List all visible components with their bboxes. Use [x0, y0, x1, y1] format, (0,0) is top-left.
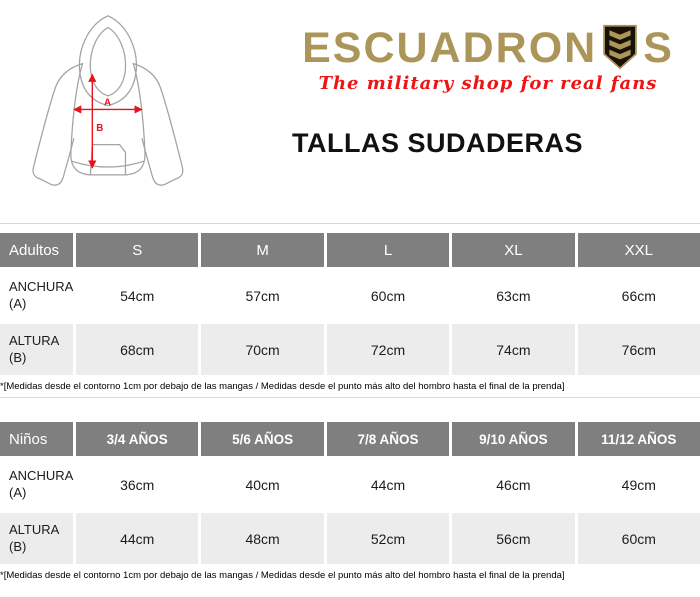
- table-cell: 72cm: [327, 324, 449, 375]
- table-cell: 40cm: [201, 458, 323, 511]
- brand-name-right: S: [643, 23, 674, 72]
- table-cell: 63cm: [452, 269, 574, 322]
- width-label-a: A: [104, 97, 112, 109]
- row-label-sub: (B): [9, 538, 27, 554]
- adults-row-label-altura: [0, 324, 73, 375]
- table-cell: 60cm: [578, 513, 700, 564]
- row-label-text: ALTURA: [9, 332, 60, 348]
- adults-col-header-m: M: [201, 233, 323, 267]
- table-cell: 76cm: [578, 324, 700, 375]
- table-cell: 52cm: [327, 513, 449, 564]
- row-label-sub: (A): [9, 295, 27, 311]
- row-label-text: ANCHURA: [9, 278, 74, 294]
- header: [0, 0, 700, 223]
- kids-col-header-11-12: 11/12 AÑOS: [578, 422, 700, 456]
- kids-measurement-footnote: *[Medidas desde el contorno 1cm por debajo de las mangas / Medidas desde el punto más alto del hombro hasta el final de la prenda]: [0, 570, 565, 581]
- height-label-b: B: [96, 122, 104, 134]
- rank-badge-icon: [602, 24, 638, 70]
- table-cell: 49cm: [578, 458, 700, 511]
- table-cell: 46cm: [452, 458, 574, 511]
- table-cell: 44cm: [76, 513, 198, 564]
- kids-row-label-anchura: [0, 458, 73, 511]
- kids-corner-header: Niños: [0, 422, 73, 456]
- brand-tagline: The military shop for real fans: [318, 73, 658, 94]
- adults-col-header-xl: XL: [452, 233, 574, 267]
- brand-name-left: ESCUADRON: [302, 23, 598, 72]
- table-cell: 60cm: [327, 269, 449, 322]
- kids-size-section: [0, 397, 700, 585]
- table-cell: 56cm: [452, 513, 574, 564]
- kids-col-header-7-8: 7/8 AÑOS: [327, 422, 449, 456]
- adults-size-section: [0, 223, 700, 396]
- page-title: TALLAS SUDADERAS: [292, 128, 583, 158]
- adults-measurement-footnote: *[Medidas desde el contorno 1cm por debajo de las mangas / Medidas desde el punto más alto del hombro hasta el final de la prenda]: [0, 381, 565, 392]
- adults-corner-header: Adultos: [0, 233, 73, 267]
- table-cell: 66cm: [578, 269, 700, 322]
- table-cell: 44cm: [327, 458, 449, 511]
- table-cell: 68cm: [76, 324, 198, 375]
- table-cell: 57cm: [201, 269, 323, 322]
- adults-col-header-s: S: [76, 233, 198, 267]
- adults-col-header-xxl: XXL: [578, 233, 700, 267]
- kids-col-header-9-10: 9/10 AÑOS: [452, 422, 574, 456]
- table-cell: 54cm: [76, 269, 198, 322]
- kids-col-header-5-6: 5/6 AÑOS: [201, 422, 323, 456]
- adults-col-header-l: L: [327, 233, 449, 267]
- kids-col-header-3-4: 3/4 AÑOS: [76, 422, 198, 456]
- table-cell: 70cm: [201, 324, 323, 375]
- brand-logo: [288, 23, 688, 94]
- row-label-sub: (A): [9, 484, 27, 500]
- row-label-text: ANCHURA: [9, 467, 74, 483]
- row-label-text: ALTURA: [9, 521, 60, 537]
- kids-size-table: [0, 422, 700, 564]
- brand-logo-row: [288, 23, 688, 72]
- kids-row-label-altura: [0, 513, 73, 564]
- row-label-sub: (B): [9, 349, 27, 365]
- adults-size-table: [0, 233, 700, 375]
- table-cell: 74cm: [452, 324, 574, 375]
- hoodie-diagram: [22, 8, 227, 208]
- table-cell: 36cm: [76, 458, 198, 511]
- adults-row-label-anchura: [0, 269, 73, 322]
- table-cell: 48cm: [201, 513, 323, 564]
